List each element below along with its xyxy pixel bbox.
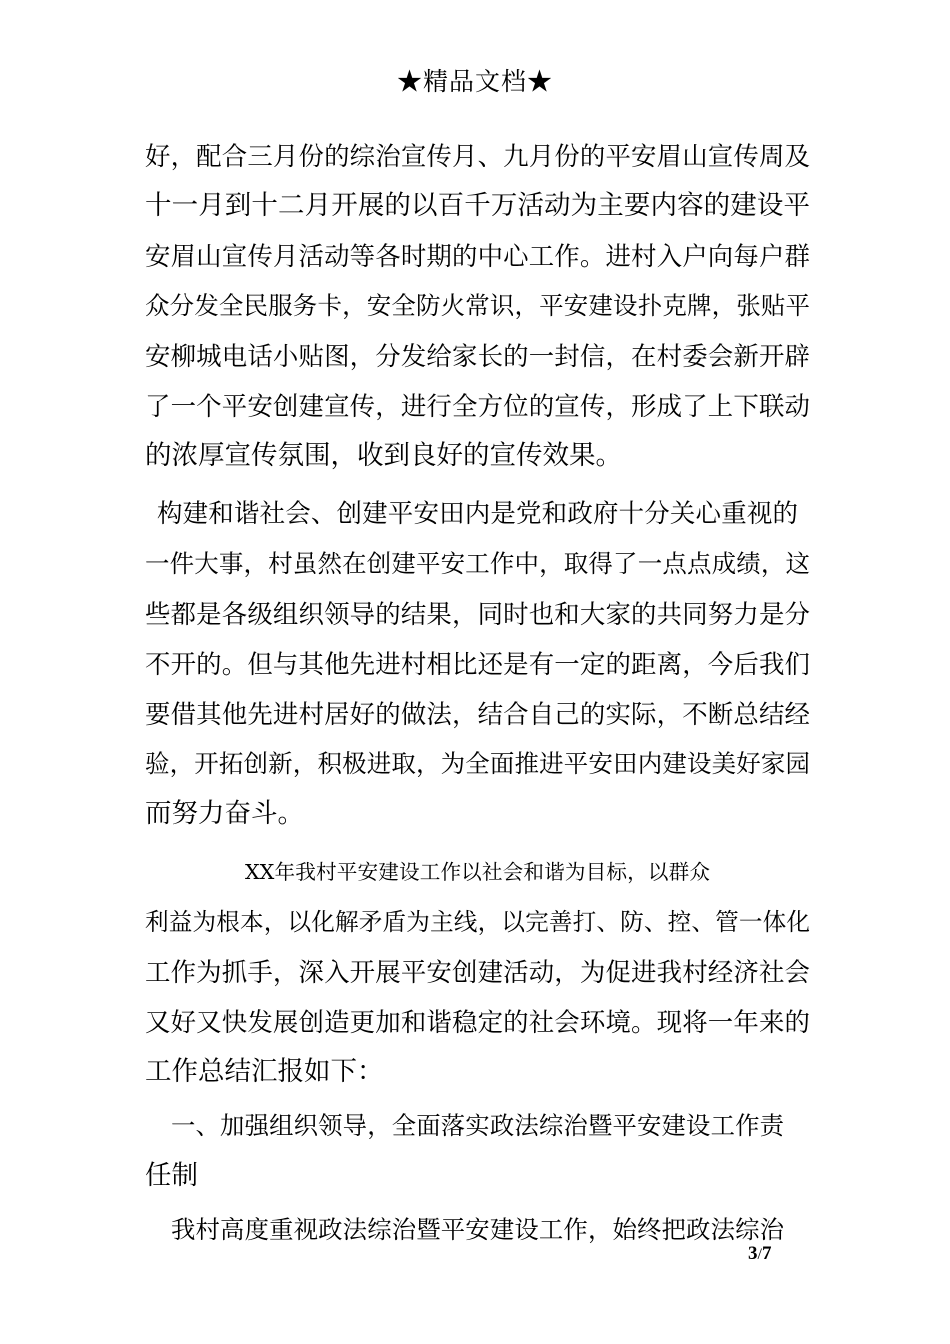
paragraph xyxy=(145,489,810,839)
paragraph-gap xyxy=(145,839,810,847)
text-line: 了一个平安创建宣传，进行全方位的宣传，形成了上下联动 xyxy=(145,391,810,421)
text-line: 而努力奋斗。 xyxy=(145,798,304,829)
text-line: 的浓厚宣传氛围，收到良好的宣传效果。 xyxy=(145,440,622,471)
text-line: 又好又快发展创造更加和谐稳定的社会环境。现将一年来的 xyxy=(145,1007,810,1037)
text-line: 一件大事，村虽然在创建平安工作中，取得了一点点成绩，这 xyxy=(145,549,810,578)
paragraph xyxy=(145,1205,810,1255)
text-line: 工作为抓手，深入开展平安创建活动，为促进我村经济社会 xyxy=(145,957,810,987)
page-number xyxy=(748,1242,771,1267)
text-line: 不开的。但与其他先进村相比还是有一定的距离，今后我们 xyxy=(145,649,810,679)
text-line: 要借其他先进村居好的做法，结合自己的实际，不断总结经 xyxy=(145,699,810,729)
text-line: 好，配合三月份的综治宣传月、九月份的平安眉山宣传周及 xyxy=(145,141,810,171)
paragraph xyxy=(145,131,810,481)
text-line: 任制 xyxy=(145,1160,198,1191)
text-line: 利益为根本，以化解矛盾为主线，以完善打、防、控、管一体化 xyxy=(145,908,810,936)
page-current: 3 xyxy=(748,1243,758,1264)
text-line: XX年我村平安建设工作以社会和谐为目标，以群众 xyxy=(245,860,710,884)
text-line: 我村高度重视政法综治暨平安建设工作，始终把政法综治 xyxy=(171,1215,784,1244)
page-total: 7 xyxy=(761,1243,772,1264)
text-line: 众分发全民服务卡，安全防火常识，平安建设扑克牌，张贴平 xyxy=(145,291,810,320)
text-line: 些都是各级组织领导的结果，同时也和大家的共同努力是分 xyxy=(145,599,810,629)
text-line: 一、加强组织领导，全面落实政法综治暨平安建设工作责 xyxy=(171,1111,784,1140)
text-line: 安柳城电话小贴图，分发给家长的一封信，在村委会新开辟 xyxy=(145,341,810,371)
section-heading xyxy=(145,1101,810,1201)
text-line: 工作总结汇报如下： xyxy=(145,1056,384,1087)
document-body xyxy=(145,131,810,1255)
page-separator: / xyxy=(757,1246,762,1263)
paragraph xyxy=(145,847,810,1097)
text-line: 验，开拓创新，积极进取，为全面推进平安田内建设美好家园 xyxy=(145,749,810,778)
text-line: 十一月到十二月开展的以百千万活动为主要内容的建设平 xyxy=(145,190,810,221)
paragraph-gap xyxy=(145,481,810,489)
text-line: 安眉山宣传月活动等各时期的中心工作。进村入户向每户群 xyxy=(145,241,810,271)
text-line: 构建和谐社会、创建平安田内是党和政府十分关心重视的 xyxy=(157,499,798,529)
document-header-title: ★精品文档★ xyxy=(396,67,553,96)
